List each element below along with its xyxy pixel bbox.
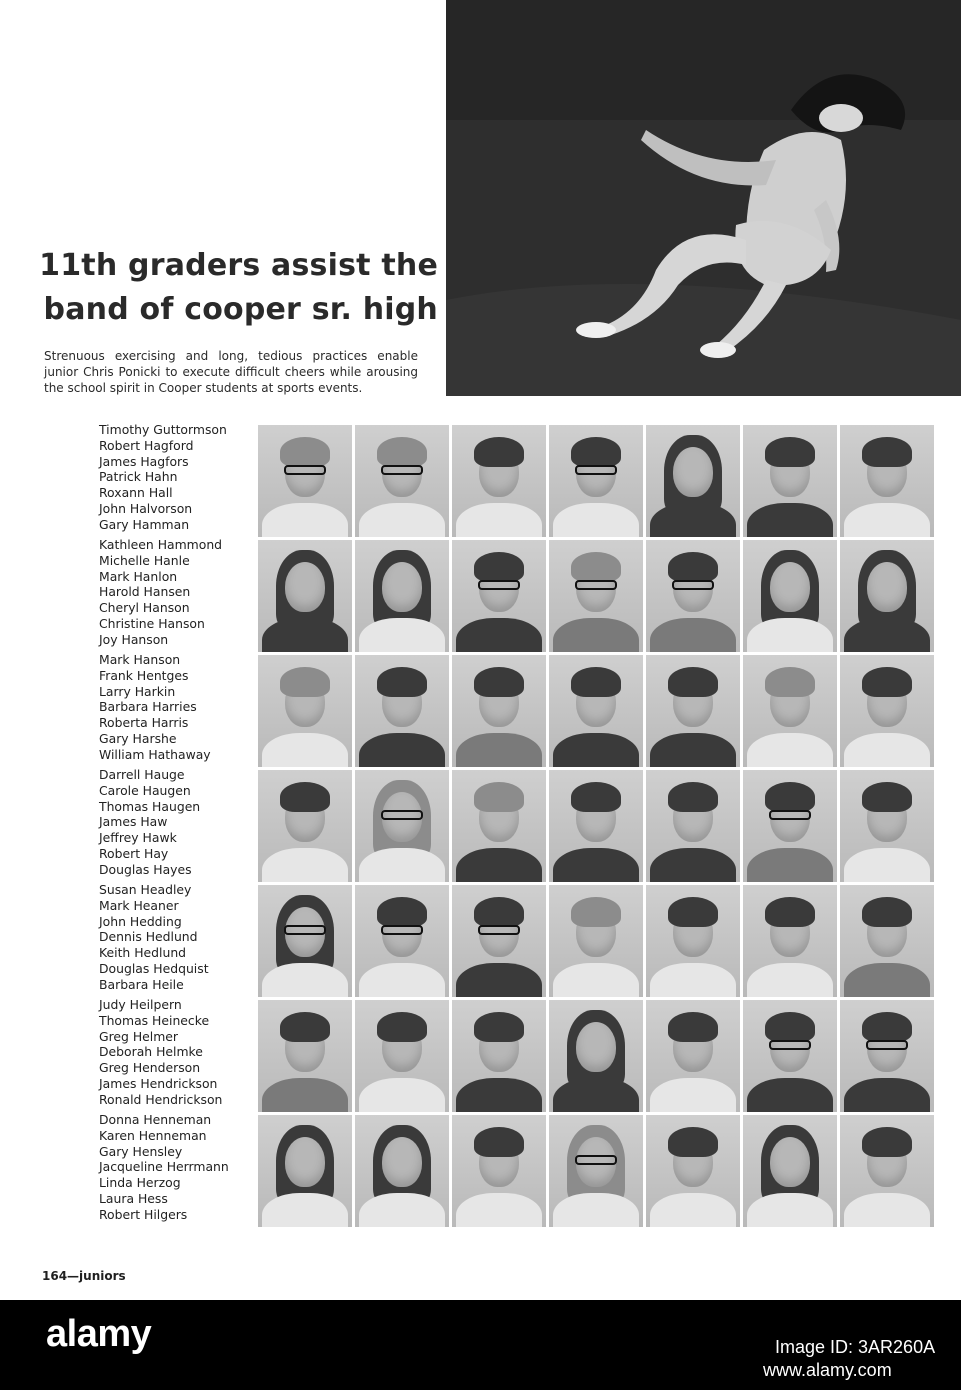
student-name: Douglas Hayes xyxy=(99,861,192,877)
student-name: James Hendrickson xyxy=(99,1075,218,1091)
student-portrait xyxy=(646,1115,740,1227)
student-portrait xyxy=(355,1115,449,1227)
name-group-3 xyxy=(99,652,259,767)
student-portrait xyxy=(549,1000,643,1112)
photo-caption: Strenuous exercising and long, tedious practices enable junior Chris Ponicki to execute difficult cheers while arousing the school spirit in Cooper students at sports events. xyxy=(44,349,418,395)
student-name: Keith Hedlund xyxy=(99,945,187,961)
student-portrait xyxy=(743,655,837,767)
page-footer: 164—juniors xyxy=(42,1269,126,1283)
student-portrait xyxy=(646,885,740,997)
student-portrait xyxy=(452,1115,546,1227)
student-portrait xyxy=(840,1000,934,1112)
student-portrait xyxy=(258,885,352,997)
student-portrait xyxy=(355,425,449,537)
student-portrait xyxy=(452,655,546,767)
student-name: Michelle Hanle xyxy=(99,552,190,568)
student-portrait xyxy=(258,540,352,652)
student-name: Roxann Hall xyxy=(99,485,173,501)
student-name: Mark Hanson xyxy=(99,652,181,667)
student-name: Deborah Helmke xyxy=(99,1044,203,1060)
student-name: Greg Henderson xyxy=(99,1060,201,1076)
student-portrait xyxy=(840,770,934,882)
student-portrait xyxy=(452,425,546,537)
student-portrait xyxy=(355,770,449,882)
student-name: Robert Hay xyxy=(99,845,169,861)
student-name: Susan Headley xyxy=(99,882,192,897)
headline-line-1: 11th graders assist the xyxy=(39,248,438,283)
student-portrait xyxy=(452,885,546,997)
student-name: Thomas Heinecke xyxy=(99,1012,210,1028)
student-name: Cheryl Hanson xyxy=(99,600,190,616)
student-portrait xyxy=(840,425,934,537)
student-name: Mark Hanlon xyxy=(99,568,178,584)
student-name: Gary Hensley xyxy=(99,1143,183,1159)
student-name: Larry Harkin xyxy=(99,683,176,699)
name-group-1 xyxy=(99,422,259,537)
headline-line-2: band of cooper sr. high xyxy=(43,292,438,327)
student-portrait xyxy=(258,655,352,767)
student-name: James Hagfors xyxy=(99,453,189,469)
student-name: Barbara Heile xyxy=(99,976,184,992)
name-group-7 xyxy=(99,1112,259,1227)
student-name: Barbara Harries xyxy=(99,699,197,715)
student-name: Donna Henneman xyxy=(99,1112,212,1127)
student-portrait xyxy=(549,425,643,537)
student-name: Robert Hagford xyxy=(99,437,194,453)
name-group-6 xyxy=(99,997,259,1112)
student-name: Laura Hess xyxy=(99,1190,168,1206)
stock-logo: alamy xyxy=(46,1313,152,1355)
student-portrait xyxy=(646,770,740,882)
student-name: Robert Hilgers xyxy=(99,1206,188,1222)
student-name: Thomas Haugen xyxy=(99,798,201,814)
student-name: Roberta Harris xyxy=(99,715,189,731)
student-portrait xyxy=(743,425,837,537)
student-portrait xyxy=(355,540,449,652)
student-name: Patrick Hahn xyxy=(99,469,178,485)
student-name: Karen Henneman xyxy=(99,1127,207,1143)
student-portrait xyxy=(549,540,643,652)
student-portrait xyxy=(743,885,837,997)
cheerleader-photo xyxy=(446,0,961,396)
student-portrait xyxy=(452,540,546,652)
student-name: Greg Helmer xyxy=(99,1028,179,1044)
student-portrait xyxy=(646,1000,740,1112)
student-portrait xyxy=(258,1000,352,1112)
student-portrait xyxy=(840,1115,934,1227)
student-name: Timothy Guttormson xyxy=(99,422,227,437)
student-name: Mark Heaner xyxy=(99,897,179,913)
student-name: Kathleen Hammond xyxy=(99,537,223,552)
student-portrait xyxy=(355,1000,449,1112)
student-name: Frank Hentges xyxy=(99,667,189,683)
student-name: Harold Hansen xyxy=(99,584,191,600)
student-name: John Halvorson xyxy=(99,500,193,516)
student-portrait xyxy=(743,1115,837,1227)
stock-url: www.alamy.com xyxy=(763,1360,892,1380)
student-portrait xyxy=(840,540,934,652)
student-name: Jacqueline Herrmann xyxy=(99,1159,229,1175)
student-portrait xyxy=(549,885,643,997)
student-name: James Haw xyxy=(99,814,168,830)
student-portrait xyxy=(258,1115,352,1227)
student-portrait xyxy=(646,655,740,767)
headline xyxy=(38,244,438,332)
name-group-2 xyxy=(99,537,259,652)
cheerleader-photo-illustration xyxy=(446,0,961,396)
student-name: Carole Haugen xyxy=(99,782,191,798)
student-portrait xyxy=(840,885,934,997)
student-portrait xyxy=(355,885,449,997)
student-name: Gary Hamman xyxy=(99,516,190,532)
student-name: Douglas Hedquist xyxy=(99,960,209,976)
student-portrait xyxy=(452,770,546,882)
student-portrait xyxy=(258,425,352,537)
student-portrait xyxy=(743,540,837,652)
name-group-4 xyxy=(99,767,259,882)
student-name: Dennis Hedlund xyxy=(99,929,198,945)
student-name: Judy Heilpern xyxy=(99,997,182,1012)
student-portrait xyxy=(646,540,740,652)
student-portrait xyxy=(355,655,449,767)
student-portrait xyxy=(646,425,740,537)
student-portrait xyxy=(743,770,837,882)
student-portrait xyxy=(549,655,643,767)
image-id: Image ID: 3AR260A xyxy=(775,1337,936,1357)
student-name: Joy Hanson xyxy=(99,631,169,647)
portrait-grid xyxy=(258,425,934,1227)
names-column xyxy=(99,422,259,1227)
student-portrait xyxy=(549,770,643,882)
student-name: Linda Herzog xyxy=(99,1175,181,1191)
student-name: Ronald Hendrickson xyxy=(99,1091,223,1107)
student-portrait xyxy=(258,770,352,882)
name-group-5 xyxy=(99,882,259,997)
student-name: William Hathaway xyxy=(99,746,211,762)
student-name: Jeffrey Hawk xyxy=(99,830,177,846)
student-name: Darrell Hauge xyxy=(99,767,185,782)
student-name: Christine Hanson xyxy=(99,615,205,631)
student-portrait xyxy=(452,1000,546,1112)
student-portrait xyxy=(743,1000,837,1112)
student-portrait xyxy=(840,655,934,767)
student-name: Gary Harshe xyxy=(99,730,177,746)
student-name: John Hedding xyxy=(99,913,182,929)
student-portrait xyxy=(549,1115,643,1227)
